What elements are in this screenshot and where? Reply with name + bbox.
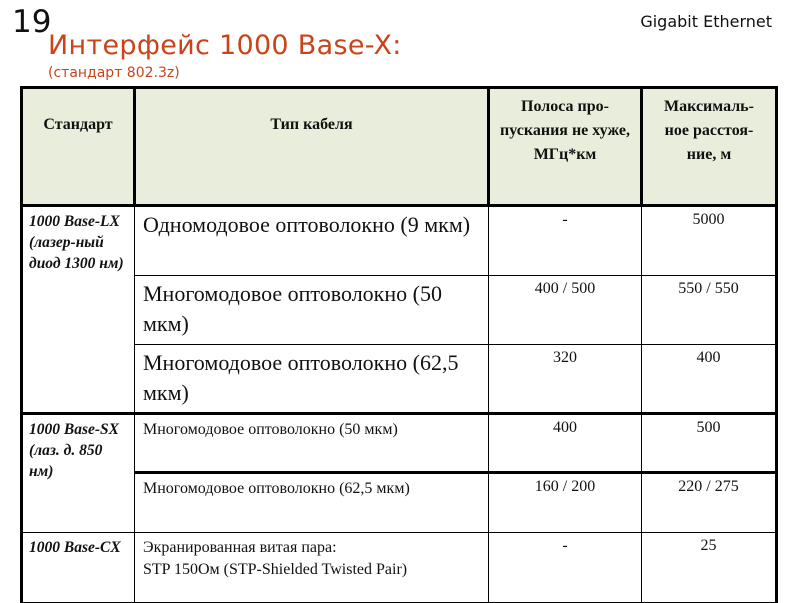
cable-cell: Многомодовое оптоволокно (62,5 мкм): [135, 473, 489, 533]
bandwidth-cell: 400 / 500: [489, 276, 642, 345]
cable-cell: Многомодовое оптоволокно (62,5 мкм): [135, 345, 489, 414]
distance-cell: 5000: [642, 206, 777, 276]
bandwidth-cell: 160 / 200: [489, 473, 642, 533]
standard-cell: 1000 Base-SX (лаз. д. 850 нм): [22, 414, 135, 533]
table-row: [22, 206, 777, 276]
table-row: [22, 276, 777, 345]
header-bandwidth: Полоса про-пускания не хуже, МГц*км: [489, 88, 642, 206]
cable-cell: Многомодовое оптоволокно (50 мкм): [135, 276, 489, 345]
distance-cell: 500: [642, 414, 777, 473]
bandwidth-cell: -: [489, 206, 642, 276]
header-cable-type: Тип кабеля: [135, 88, 489, 206]
cable-line: STP 150Ом (STP-Shielded Twisted Pair): [143, 561, 408, 578]
slide-subtitle: (стандарт 802.3z): [48, 65, 180, 81]
bandwidth-cell: 320: [489, 345, 642, 414]
header-max-distance: Максималь-ное расстоя-ние, м: [642, 88, 777, 206]
distance-cell: 25: [642, 533, 777, 603]
header-row: [22, 88, 777, 206]
standard-cell: 1000 Base-LX (лазер-ный диод 1300 нм): [22, 206, 135, 414]
slide-title: Интерфейс 1000 Base-X:: [48, 30, 402, 61]
specs-table: [20, 86, 778, 603]
standard-cell: 1000 Base-CX: [22, 533, 135, 603]
section-label: Gigabit Ethernet: [640, 12, 772, 31]
distance-cell: 550 / 550: [642, 276, 777, 345]
distance-cell: 400: [642, 345, 777, 414]
table-row: [22, 345, 777, 414]
header-standard: Стандарт: [22, 88, 135, 206]
distance-cell: 220 / 275: [642, 473, 777, 533]
cable-cell: Одномодовое оптоволокно (9 мкм): [135, 206, 489, 276]
table-row: [22, 533, 777, 603]
cable-cell: [135, 533, 489, 603]
bandwidth-cell: -: [489, 533, 642, 603]
slide-number: 19: [12, 4, 52, 40]
cable-cell: Многомодовое оптоволокно (50 мкм): [135, 414, 489, 473]
bandwidth-cell: 400: [489, 414, 642, 473]
cable-line: Экранированная витая пара:: [143, 539, 337, 556]
table-row: [22, 473, 777, 533]
table-row: [22, 414, 777, 473]
